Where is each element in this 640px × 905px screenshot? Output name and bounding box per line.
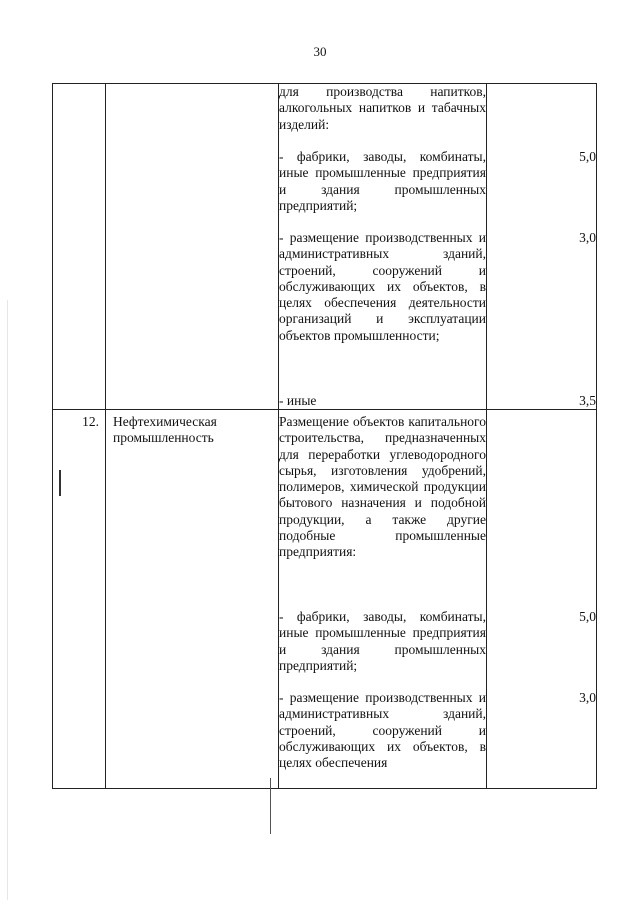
zone-parameters-table [52,83,597,789]
value-text [487,410,596,593]
industry-name-cell: Нефтехимическая промышленность [106,410,279,789]
value-text: 5,0 [579,149,596,164]
scan-mark [7,300,8,900]
value-text [487,84,596,133]
description-cell [279,410,487,789]
row-number-cell: 12. [53,410,106,789]
value-text: 3,0 [579,690,596,705]
description-segment: - фабрики, заводы, комбинаты, иные промышленные предприятия и здания промышленных предприятий; [279,609,486,673]
scan-mark [59,470,61,496]
value-cell [487,410,597,789]
description-segment: для производства напитков, алкогольных напитков и табачных изделий: [279,84,486,132]
scan-mark [270,778,271,834]
industry-name-cell [106,84,279,410]
description-segment: - размещение производственных и административных зданий, строений, сооружений и обслуживающих их объектов, в целях обеспечения [279,690,486,771]
page-number: 30 [313,44,327,59]
value-cell [487,84,597,410]
table-row [53,84,597,410]
table-row [53,410,597,789]
description-segment: Размещение объектов капитального строительства, предназначенных для переработки углеводородного сырья, изготовления удобрений, полимеров, химической продукции бытового назначения и подобной продукции, а также другие подобные промышленные предприятия: [279,414,486,560]
description-cell [279,84,487,410]
row-number-cell [53,84,106,410]
description-segment: - размещение производственных и административных зданий, строений, сооружений и обслуживающих их объектов, в целях обеспечения деятельности организаций и эксплуатации объектов промышленности; [279,230,486,343]
value-text: 3,5 [579,393,596,408]
description-segment: - фабрики, заводы, комбинаты, иные промышленные предприятия и здания промышленных предприятий; [279,149,486,213]
value-text: 3,0 [579,230,596,245]
description-segment: - иные [279,393,317,408]
value-text: 5,0 [579,609,596,624]
